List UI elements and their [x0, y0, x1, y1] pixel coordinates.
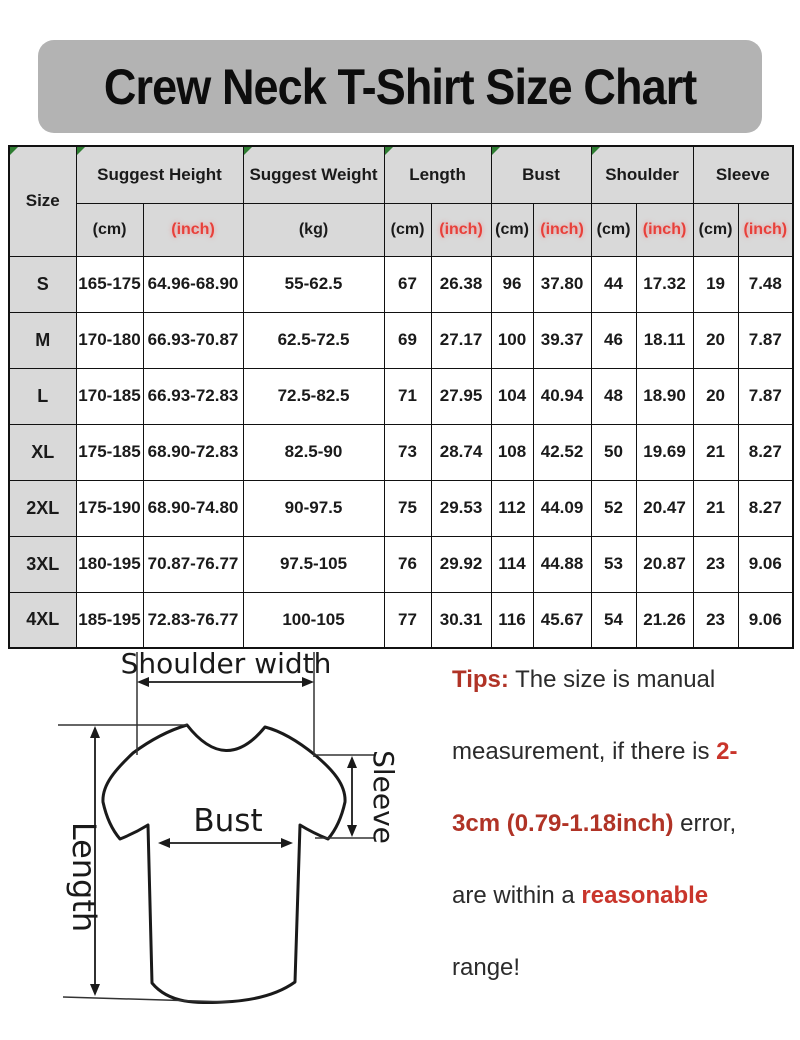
table-row	[9, 312, 793, 368]
cell-height_inch: 68.90-74.80	[143, 480, 243, 536]
label-shoulder-width: Shoulder width	[120, 647, 332, 680]
label-length: Length	[65, 821, 103, 933]
cell-weight_kg: 97.5-105	[243, 536, 384, 592]
cell-shoulder_cm: 53	[591, 536, 636, 592]
header-shoulder: Shoulder	[591, 146, 693, 203]
tips-line-3	[452, 788, 792, 860]
arrowhead	[90, 984, 100, 996]
title-banner	[38, 40, 762, 133]
cell-height_cm: 165-175	[76, 256, 143, 312]
cell-height_inch: 66.93-70.87	[143, 312, 243, 368]
tips-line-4	[452, 860, 792, 932]
unit-bust-cm: (cm)	[491, 203, 533, 256]
cell-length_cm: 73	[384, 424, 431, 480]
arrowhead	[90, 726, 100, 738]
cell-sleeve_inch: 7.87	[738, 312, 793, 368]
header-suggest-weight: Suggest Weight	[243, 146, 384, 203]
cell-shoulder_inch: 17.32	[636, 256, 693, 312]
unit-height-cm: (cm)	[76, 203, 143, 256]
cell-bust_inch: 37.80	[533, 256, 591, 312]
tshirt-measurement-diagram	[30, 645, 470, 1040]
unit-bust-inch: (inch)	[533, 203, 591, 256]
cell-shoulder_inch: 19.69	[636, 424, 693, 480]
cell-bust_cm: 112	[491, 480, 533, 536]
cell-height_cm: 185-195	[76, 592, 143, 648]
cell-shoulder_cm: 44	[591, 256, 636, 312]
table-row	[9, 256, 793, 312]
arrowhead	[347, 756, 357, 768]
size-chart-table	[8, 145, 794, 649]
cell-sleeve_inch: 9.06	[738, 536, 793, 592]
table-row	[9, 536, 793, 592]
tips-text: measurement, if there is	[452, 738, 717, 765]
cell-length_inch: 29.92	[431, 536, 491, 592]
cell-bust_cm: 96	[491, 256, 533, 312]
cell-shoulder_cm: 50	[591, 424, 636, 480]
cell-sleeve_inch: 8.27	[738, 424, 793, 480]
table-row	[9, 592, 793, 648]
cell-sleeve_cm: 21	[693, 480, 738, 536]
tips-line-5	[452, 932, 792, 1004]
cell-sleeve_cm: 23	[693, 536, 738, 592]
cell-sleeve_cm: 23	[693, 592, 738, 648]
cell-shoulder_inch: 20.47	[636, 480, 693, 536]
unit-shoulder-cm: (cm)	[591, 203, 636, 256]
tips-label: Tips:	[452, 666, 509, 693]
unit-length-inch: (inch)	[431, 203, 491, 256]
cell-weight_kg: 55-62.5	[243, 256, 384, 312]
cell-bust_cm: 104	[491, 368, 533, 424]
cell-bust_cm: 114	[491, 536, 533, 592]
row-size-label: L	[9, 368, 76, 424]
row-size-label: 4XL	[9, 592, 76, 648]
page-title: Crew Neck T-Shirt Size Chart	[103, 58, 697, 115]
unit-height-inch: (inch)	[143, 203, 243, 256]
cell-sleeve_cm: 20	[693, 312, 738, 368]
tips-text: are within a	[452, 882, 582, 909]
tips-block	[452, 644, 792, 1004]
cell-shoulder_cm: 54	[591, 592, 636, 648]
cell-height_cm: 170-180	[76, 312, 143, 368]
cell-shoulder_inch: 20.87	[636, 536, 693, 592]
cell-bust_inch: 45.67	[533, 592, 591, 648]
table-row	[9, 480, 793, 536]
cell-length_inch: 29.53	[431, 480, 491, 536]
cell-height_cm: 170-185	[76, 368, 143, 424]
cell-height_inch: 66.93-72.83	[143, 368, 243, 424]
arrowhead	[347, 825, 357, 837]
cell-shoulder_inch: 18.90	[636, 368, 693, 424]
table-row	[9, 368, 793, 424]
cell-length_cm: 76	[384, 536, 431, 592]
cell-length_cm: 67	[384, 256, 431, 312]
tips-text: The size is manual	[508, 666, 716, 693]
unit-sleeve-cm: (cm)	[693, 203, 738, 256]
cell-shoulder_cm: 48	[591, 368, 636, 424]
label-sleeve: Sleeve	[367, 750, 400, 844]
header-length: Length	[384, 146, 491, 203]
row-size-label: S	[9, 256, 76, 312]
cell-bust_inch: 40.94	[533, 368, 591, 424]
header-suggest-height: Suggest Height	[76, 146, 243, 203]
row-size-label: XL	[9, 424, 76, 480]
cell-length_cm: 71	[384, 368, 431, 424]
cell-shoulder_inch: 18.11	[636, 312, 693, 368]
cell-height_cm: 180-195	[76, 536, 143, 592]
cell-length_inch: 28.74	[431, 424, 491, 480]
cell-shoulder_inch: 21.26	[636, 592, 693, 648]
unit-sleeve-inch: (inch)	[738, 203, 793, 256]
cell-shoulder_cm: 46	[591, 312, 636, 368]
tips-line-2	[452, 716, 792, 788]
cell-weight_kg: 62.5-72.5	[243, 312, 384, 368]
cell-bust_cm: 100	[491, 312, 533, 368]
cell-length_inch: 27.95	[431, 368, 491, 424]
cell-weight_kg: 72.5-82.5	[243, 368, 384, 424]
cell-length_cm: 69	[384, 312, 431, 368]
cell-bust_inch: 44.09	[533, 480, 591, 536]
tips-highlight: 3cm (0.79-1.18inch)	[452, 810, 674, 837]
tips-line-1	[452, 644, 792, 716]
row-size-label: 2XL	[9, 480, 76, 536]
tips-text: range!	[452, 954, 521, 981]
cell-sleeve_inch: 7.48	[738, 256, 793, 312]
cell-weight_kg: 82.5-90	[243, 424, 384, 480]
cell-length_inch: 27.17	[431, 312, 491, 368]
label-bust: Bust	[193, 803, 263, 839]
cell-sleeve_cm: 21	[693, 424, 738, 480]
row-size-label: 3XL	[9, 536, 76, 592]
unit-shoulder-inch: (inch)	[636, 203, 693, 256]
cell-height_inch: 72.83-76.77	[143, 592, 243, 648]
header-sleeve: Sleeve	[693, 146, 793, 203]
cell-sleeve_cm: 19	[693, 256, 738, 312]
size-table-body	[9, 256, 793, 648]
cell-sleeve_inch: 9.06	[738, 592, 793, 648]
header-bust: Bust	[491, 146, 591, 203]
cell-height_inch: 64.96-68.90	[143, 256, 243, 312]
cell-height_cm: 175-190	[76, 480, 143, 536]
tips-highlight: 2-	[716, 738, 738, 765]
tips-highlight: reasonable	[581, 882, 709, 909]
cell-sleeve_inch: 7.87	[738, 368, 793, 424]
cell-bust_inch: 42.52	[533, 424, 591, 480]
tips-text: error,	[673, 810, 737, 837]
cell-bust_inch: 39.37	[533, 312, 591, 368]
cell-bust_cm: 108	[491, 424, 533, 480]
cell-height_inch: 68.90-72.83	[143, 424, 243, 480]
cell-sleeve_inch: 8.27	[738, 480, 793, 536]
header-size: Size	[9, 146, 76, 256]
cell-bust_inch: 44.88	[533, 536, 591, 592]
tshirt-outline-icon	[103, 725, 345, 1003]
cell-weight_kg: 90-97.5	[243, 480, 384, 536]
row-size-label: M	[9, 312, 76, 368]
cell-weight_kg: 100-105	[243, 592, 384, 648]
cell-length_inch: 30.31	[431, 592, 491, 648]
cell-length_cm: 77	[384, 592, 431, 648]
cell-length_cm: 75	[384, 480, 431, 536]
cell-bust_cm: 116	[491, 592, 533, 648]
unit-length-cm: (cm)	[384, 203, 431, 256]
cell-height_inch: 70.87-76.77	[143, 536, 243, 592]
cell-height_cm: 175-185	[76, 424, 143, 480]
table-row	[9, 424, 793, 480]
cell-sleeve_cm: 20	[693, 368, 738, 424]
cell-shoulder_cm: 52	[591, 480, 636, 536]
cell-length_inch: 26.38	[431, 256, 491, 312]
unit-weight-kg: (kg)	[243, 203, 384, 256]
